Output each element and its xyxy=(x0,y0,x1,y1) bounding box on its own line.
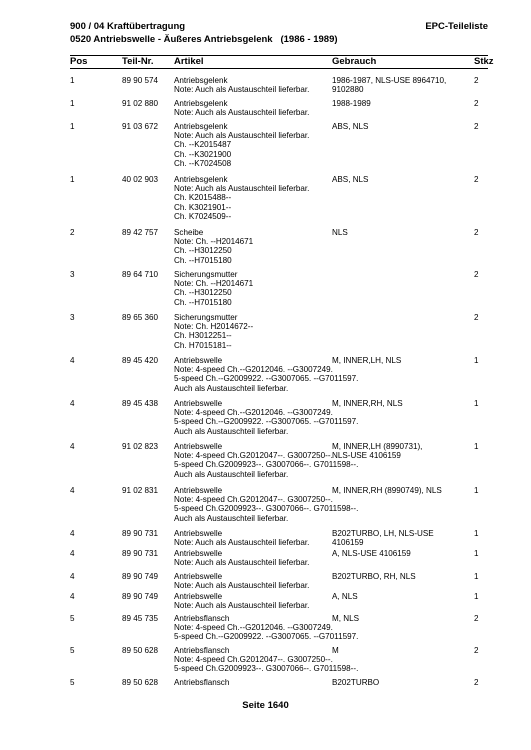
row-usage: 9102880 xyxy=(332,85,364,95)
row-article-note: 5-speed Ch.--G2009922. --G3007065. --G7011597. xyxy=(174,374,359,384)
row-article-name: Antriebsflansch xyxy=(174,646,230,655)
row-article-note: Note: Auch als Austauschteil lieferbar. xyxy=(174,131,310,141)
row-article-note: Note: Auch als Austauschteil lieferbar. xyxy=(174,581,310,591)
row-usage: 1988-1989 xyxy=(332,99,371,108)
row-article-note: Note: Ch. H2014672-- xyxy=(174,322,254,332)
row-article-note: Note: Auch als Austauschteil lieferbar. xyxy=(174,85,310,95)
row-article-name: Antriebsgelenk xyxy=(174,99,228,108)
row-article-note: Note: Auch als Austauschteil lieferbar. xyxy=(174,538,310,548)
row-article-note: 5-speed Ch.G2009923--. G3007066--. G7011598--. xyxy=(174,504,359,514)
row-article-name: Antriebsgelenk xyxy=(174,122,228,131)
row-article-note: Note: Ch. --H2014671 xyxy=(174,279,254,289)
row-article-note: Ch. --K7024508 xyxy=(174,158,232,168)
row-article-name: Antriebswelle xyxy=(174,486,223,495)
row-article-note: Note: 4-speed Ch.--G2012046. --G3007249. xyxy=(174,408,333,418)
row-pos: 1 xyxy=(70,76,75,85)
row-part-number: 89 45 438 xyxy=(122,399,159,408)
row-usage: M, NLS xyxy=(332,614,359,623)
row-article-note: 5-speed Ch.G2009923--. G3007066--. G7011598--. xyxy=(174,460,359,470)
row-quantity-code: 1 xyxy=(474,399,479,408)
row-usage: A, NLS-USE 4106159 xyxy=(332,549,411,558)
row-quantity-code: 1 xyxy=(474,549,479,558)
row-article-note: Note: 4-speed Ch.--G2012046. --G3007249. xyxy=(174,623,333,633)
row-quantity-code: 2 xyxy=(474,122,479,131)
row-article-note: Ch. H7015181-- xyxy=(174,340,232,350)
row-pos: 2 xyxy=(70,228,75,237)
row-quantity-code: 1 xyxy=(474,442,479,451)
row-article-note: Ch. K3021901-- xyxy=(174,202,232,212)
row-pos: 1 xyxy=(70,122,75,131)
row-pos: 4 xyxy=(70,399,75,408)
row-pos: 4 xyxy=(70,486,75,495)
row-usage: ABS, NLS xyxy=(332,122,369,131)
row-article-note: Ch. K7024509-- xyxy=(174,211,232,221)
row-pos: 1 xyxy=(70,175,75,184)
row-pos: 4 xyxy=(70,572,75,581)
row-quantity-code: 2 xyxy=(474,76,479,85)
row-article-note: Note: Auch als Austauschteil lieferbar. xyxy=(174,108,310,118)
section-years: (1986 - 1989) xyxy=(280,34,338,45)
row-article-name: Sicherungsmutter xyxy=(174,313,238,322)
row-quantity-code: 2 xyxy=(474,175,479,184)
row-article-note: Ch. K2015488-- xyxy=(174,193,232,203)
row-usage: A, NLS xyxy=(332,592,358,601)
row-quantity-code: 2 xyxy=(474,646,479,655)
row-part-number: 91 03 672 xyxy=(122,122,159,131)
row-article-name: Sicherungsmutter xyxy=(174,270,238,279)
row-article-name: Scheibe xyxy=(174,228,204,237)
row-part-number: 89 90 731 xyxy=(122,549,159,558)
column-header-artikel: Artikel xyxy=(174,56,204,67)
row-quantity-code: 1 xyxy=(474,529,479,538)
list-name: EPC-Teileliste xyxy=(425,21,488,32)
row-usage: 4106159 xyxy=(332,538,364,548)
row-part-number: 91 02 831 xyxy=(122,486,159,495)
row-quantity-code: 2 xyxy=(474,678,479,687)
row-part-number: 89 45 420 xyxy=(122,356,159,365)
row-article-note: Note: 4-speed Ch.--G2012046. --G3007249. xyxy=(174,365,333,375)
row-usage: NLS xyxy=(332,228,348,237)
row-usage: ABS, NLS xyxy=(332,175,369,184)
row-part-number: 89 50 628 xyxy=(122,646,159,655)
row-pos: 3 xyxy=(70,270,75,279)
row-part-number: 89 90 749 xyxy=(122,592,159,601)
row-article-name: Antriebswelle xyxy=(174,442,223,451)
row-article-note: Note: Ch. --H2014671 xyxy=(174,237,254,247)
row-article-note: Ch. --H7015180 xyxy=(174,255,232,265)
row-usage: 1986-1987, NLS-USE 8964710, xyxy=(332,76,447,85)
column-header-gebrauch: Gebrauch xyxy=(332,56,377,67)
column-header-teil-nr: Teil-Nr. xyxy=(122,56,154,67)
row-usage: B202TURBO, RH, NLS xyxy=(332,572,416,581)
row-quantity-code: 2 xyxy=(474,99,479,108)
row-article-note: Auch als Austauschteil lieferbar. xyxy=(174,469,289,479)
row-usage: B202TURBO, LH, NLS-USE xyxy=(332,529,434,538)
section-name: 0520 Antriebswelle - Äußeres Antriebsgelenk xyxy=(70,34,273,45)
row-pos: 1 xyxy=(70,99,75,108)
row-part-number: 89 50 628 xyxy=(122,678,159,687)
row-pos: 3 xyxy=(70,313,75,322)
row-pos: 4 xyxy=(70,442,75,451)
row-article-note: Ch. --K3021900 xyxy=(174,149,232,159)
row-article-name: Antriebsflansch xyxy=(174,678,230,687)
row-quantity-code: 2 xyxy=(474,313,479,322)
column-header-pos: Pos xyxy=(70,56,88,67)
column-header-stkz: Stkz xyxy=(474,56,494,67)
row-article-note: 5-speed Ch.--G2009922. --G3007065. --G7011597. xyxy=(174,417,359,427)
row-part-number: 89 65 360 xyxy=(122,313,159,322)
row-quantity-code: 2 xyxy=(474,270,479,279)
row-part-number: 91 02 880 xyxy=(122,99,159,108)
row-usage: M, INNER,LH, NLS xyxy=(332,356,402,365)
row-pos: 4 xyxy=(70,592,75,601)
row-article-name: Antriebsgelenk xyxy=(174,76,228,85)
row-usage: M, INNER,LH (8990731), xyxy=(332,442,423,451)
row-article-name: Antriebswelle xyxy=(174,549,223,558)
row-usage: NLS-USE 4106159 xyxy=(332,451,401,461)
row-pos: 5 xyxy=(70,678,75,687)
row-usage: M xyxy=(332,646,339,655)
row-quantity-code: 2 xyxy=(474,614,479,623)
row-article-name: Antriebswelle xyxy=(174,592,223,601)
row-article-note: Auch als Austauschteil lieferbar. xyxy=(174,426,289,436)
row-quantity-code: 1 xyxy=(474,572,479,581)
row-article-note: Note: Auch als Austauschteil lieferbar. xyxy=(174,601,310,611)
row-article-name: Antriebswelle xyxy=(174,399,223,408)
row-part-number: 40 02 903 xyxy=(122,175,159,184)
row-quantity-code: 1 xyxy=(474,356,479,365)
row-article-note: Note: 4-speed Ch.G2012047--. G3007250--. xyxy=(174,451,333,461)
row-pos: 4 xyxy=(70,549,75,558)
row-pos: 4 xyxy=(70,356,75,365)
row-pos: 5 xyxy=(70,614,75,623)
row-article-name: Antriebswelle xyxy=(174,356,223,365)
row-article-note: Note: 4-speed Ch.G2012047--. G3007250--. xyxy=(174,495,333,505)
row-quantity-code: 1 xyxy=(474,592,479,601)
row-article-name: Antriebsflansch xyxy=(174,614,230,623)
row-part-number: 89 90 574 xyxy=(122,76,159,85)
row-article-note: 5-speed Ch.--G2009922. --G3007065. --G7011597. xyxy=(174,632,359,642)
row-pos: 5 xyxy=(70,646,75,655)
row-article-note: Note: Auch als Austauschteil lieferbar. xyxy=(174,558,310,568)
row-part-number: 91 02 823 xyxy=(122,442,159,451)
row-article-name: Antriebswelle xyxy=(174,572,223,581)
row-article-name: Antriebsgelenk xyxy=(174,175,228,184)
row-part-number: 89 64 710 xyxy=(122,270,159,279)
row-article-name: Antriebswelle xyxy=(174,529,223,538)
row-usage: B202TURBO xyxy=(332,678,380,687)
row-usage: M, INNER,RH, NLS xyxy=(332,399,403,408)
row-article-note: Ch. --K2015487 xyxy=(174,140,232,150)
row-article-note: Auch als Austauschteil lieferbar. xyxy=(174,513,289,523)
page-number: Seite 1640 xyxy=(242,700,289,711)
row-part-number: 89 90 749 xyxy=(122,572,159,581)
group-title: 900 / 04 Kraftübertragung xyxy=(70,21,186,32)
row-usage: M, INNER,RH (8990749), NLS xyxy=(332,486,442,495)
row-part-number: 89 45 735 xyxy=(122,614,159,623)
row-article-note: Ch. --H3012250 xyxy=(174,288,232,298)
row-part-number: 89 90 731 xyxy=(122,529,159,538)
row-article-note: Ch. --H7015180 xyxy=(174,297,232,307)
row-article-note: 5-speed Ch.G2009923--. G3007066--. G7011598--. xyxy=(174,664,359,674)
row-article-note: Ch. --H3012250 xyxy=(174,246,232,256)
row-pos: 4 xyxy=(70,529,75,538)
row-part-number: 89 42 757 xyxy=(122,228,159,237)
row-article-note: Ch. H3012251-- xyxy=(174,331,232,341)
row-article-note: Note: 4-speed Ch.G2012047--. G3007250--. xyxy=(174,655,333,665)
row-article-note: Auch als Austauschteil lieferbar. xyxy=(174,383,289,393)
row-quantity-code: 1 xyxy=(474,486,479,495)
row-article-note: Note: Auch als Austauschteil lieferbar. xyxy=(174,184,310,194)
row-quantity-code: 2 xyxy=(474,228,479,237)
